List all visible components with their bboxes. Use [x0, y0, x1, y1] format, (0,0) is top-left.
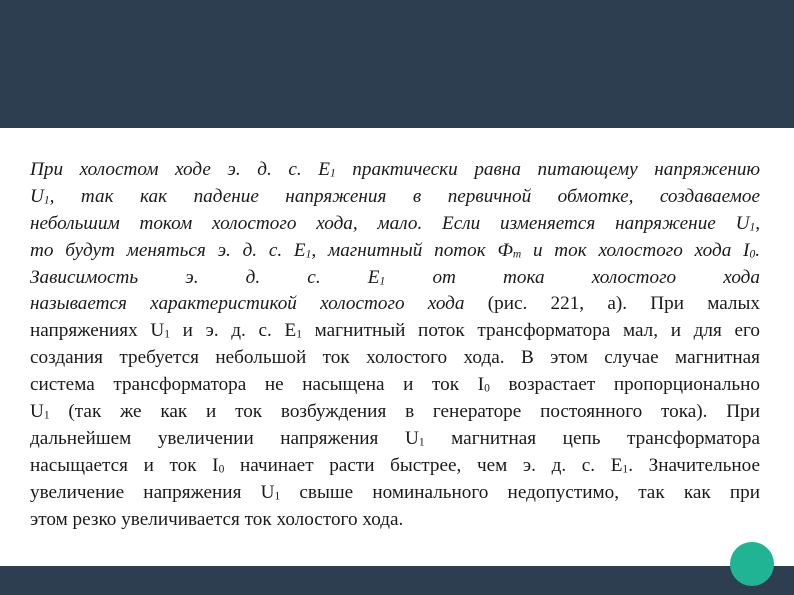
top-header-band — [0, 0, 794, 128]
text-line-12: насыщается и ток $I_0$ начинает расти быстрее, чем э. д. с. $E_1$. Значительное — [30, 454, 761, 476]
text-line-3: небольшим током холостого хода, мало. Если изменяется напряжение $U_1$, — [30, 212, 760, 234]
text-line-14: этом резко увеличивается ток холостого хода. — [30, 508, 404, 530]
text-line-7: напряжениях $U_1$ и э. д. с. $E_1$ магнитный поток трансформатора мал, и для его — [30, 320, 760, 342]
text-line-10: $U_1$ (так же как и ток возбуждения в генераторе постоянного тока). При — [30, 401, 760, 423]
text-line-11: дальнейшем увеличении напряжения $U_1$ магнитная цепь трансформатора — [30, 427, 760, 449]
teal-circle-icon[interactable] — [730, 542, 774, 586]
bottom-footer-band — [0, 566, 794, 595]
text-line-9: система трансформатора не насыщена и ток $I_0$ возрастает пропорционально — [30, 374, 761, 396]
text-line-13: увеличение напряжения $U_1$ свыше номинального недопустимо, так как при — [30, 481, 761, 503]
text-line-5: Зависимость э. д. с. $E_1$ от тока холостого хода — [30, 266, 760, 288]
slide-body-text — [30, 157, 760, 533]
text-line-2: $U_1$, так как падение напряжения в первичной обмотке, создаваемое — [30, 185, 760, 207]
text-line-1: При холостом ходе э. д. с. $E_1$ практически равна питающему напряжению — [30, 159, 760, 180]
text-line-8: создания требуется небольшой ток холостого хода. В этом случае магнитная — [30, 347, 760, 369]
text-line-6: называется характеристикой холостого хода (рис. 221, а). При малых — [30, 293, 760, 315]
text-line-4: то будут меняться э. д. с. $E_1$, магнитный поток $Ф_m$ и ток холостого хода $I_0$. — [30, 239, 760, 261]
